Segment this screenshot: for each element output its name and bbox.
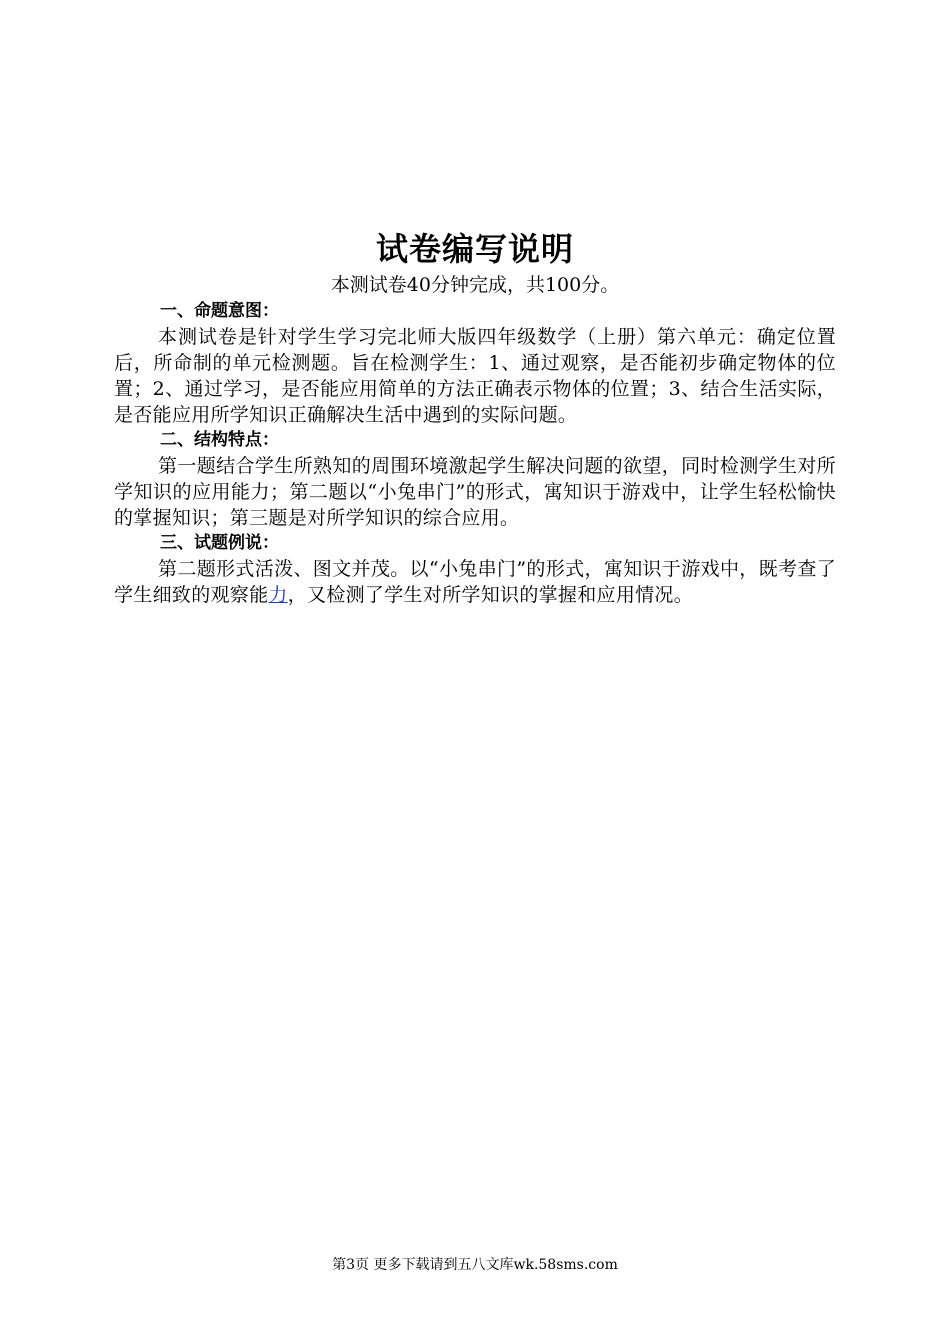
- inline-link[interactable]: 力: [268, 584, 288, 606]
- document-subtitle: 本测试卷40分钟完成，共100分。: [330, 274, 620, 296]
- section-heading-intent: 一、命题意图：: [160, 301, 279, 321]
- example-text-after-link: ，又检测了学生对所学知识的掌握和应用情况。: [287, 584, 694, 606]
- document-title: 试卷编写说明: [375, 230, 574, 268]
- section-body-intent: 本测试卷是针对学生学习完北师大版四年级数学（上册）第六单元：确定位置后，所命制的单元检测题。旨在检测学生：1、通过观察，是否能初步确定物体的位置；2、通过学习，是否能应用简单的方法正确表示物体的位置；3、结合生活实际，是否能应用所学知识正确解决生活中遇到的实际问题。: [114, 326, 836, 426]
- page-footer: 第3页 更多下载请到五八文库wk.58sms.com: [332, 1257, 618, 1273]
- section-body-structure: 第一题结合学生所熟知的周围环境激起学生解决问题的欲望，同时检测学生对所学知识的应用能力；第二题以“小兔串门”的形式，寓知识于游戏中，让学生轻松愉快的掌握知识；第三题是对所学知识的综合应用。: [114, 455, 836, 529]
- example-text-before-link: 第二题形式活泼、图文并茂。以“小兔串门”的形式，寓知识于游戏中，既考查了学生细致的观察能: [114, 558, 836, 606]
- section-heading-structure: 二、结构特点：: [160, 430, 279, 450]
- document-content: [114, 226, 836, 608]
- section-body-example: [114, 556, 836, 608]
- section-heading-example: 三、试题例说：: [160, 533, 279, 553]
